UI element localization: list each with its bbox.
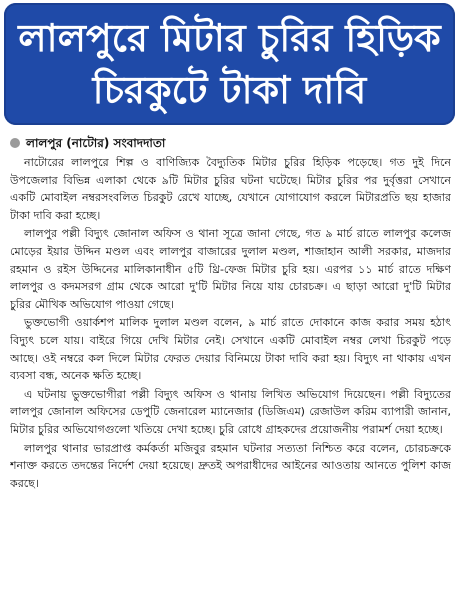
- paragraph-5: লালপুর থানার ভারপ্রাপ্ত কর্মকর্তা মজিবুর রহমান ঘটনার সত্যতা নিশ্চিত করে বলেন, চোরচক্রকে শনাক্ত করতে তদন্তের নির্দেশ দেয়া হয়েছে। দ্রুতই অপরাধীদের আইনের আওতায় আনতে পুলিশ কাজ করছে।: [10, 441, 451, 490]
- headline-line-2: চিরকুটে টাকা দাবি: [92, 68, 367, 112]
- headline-line-1: লালপুরে মিটার চুরির হিড়িক: [18, 16, 441, 60]
- headline-banner: [4, 3, 455, 125]
- byline-text: লালপুর (নাটোর) সংবাদদাতা: [26, 136, 166, 150]
- byline: [10, 134, 450, 152]
- paragraph-3: ভুক্তভোগী ওয়ার্কশপ মালিক দুলাল মণ্ডল বলেন, ৯ মার্চ রাতে দোকানে কাজ করার সময় হঠাৎ বিদ্যুৎ চলে যায়। বাইরে গিয়ে দেখি মিটার নেই। সেখানে একটি মোবাইল নম্বর লেখা চিরকুট পড়ে আছে। ওই নম্বরে কল দিলে মিটার ফেরত দেয়ার বিনিময়ে টাকা দাবি করা হয়। বিদ্যুৎ না থাকায় এখন ব্যবসা বন্ধ, অনেক ক্ষতি হচ্ছে।: [10, 316, 451, 383]
- paragraph-2: লালপুর পল্লী বিদ্যুৎ জোনাল অফিস ও থানা সূত্রে জানা গেছে, গত ৯ মার্চ রাতে লালপুর কলেজ মোড়ের ইয়ার উদ্দিন মণ্ডল এবং লালপুর বাজারের দুলাল মণ্ডল, শাজাহান আলী সরকার, মাজদার রহমান ও রইস উদ্দিনের মালিকানাধীন ৫টি থ্রি-ফেজ মিটার চুরি হয়। এরপর ১১ মার্চ রাতে দক্ষিণ লালপুর ও কদমসরগ গ্রাম থেকে আরো দু'টি মিটার নিয়ে যায় চোরচক্র। এ ছাড়া আরো দু'টি মিটার চুরির মৌখিক অভিযোগ পাওয়া গেছে।: [10, 227, 451, 311]
- bullet-icon: [10, 138, 20, 148]
- paragraph-4: এ ঘটনায় ভুক্তভোগীরা পল্লী বিদ্যুৎ অফিস ও থানায় লিখিত অভিযোগ দিয়েছেন। পল্লী বিদ্যুতের লালপুর জোনাল অফিসের ডেপুটি জেনারেল ম্যানেজার (ডিজিএম) রেজাউল করিম ব্যাপারী জানান, মিটার চুরির অভিযোগগুলো খতিয়ে দেখা হচ্ছে। চুরি রোধে গ্রাহকদের প্রয়োজনীয় পরামর্শ দেয়া হচ্ছে।: [10, 387, 451, 436]
- paragraph-1: নাটোরের লালপুরে শিল্প ও বাণিজ্যিক বৈদ্যুতিক মিটার চুরির হিড়িক পড়েছে। গত দুই দিনে উপজেলার বিভিন্ন এলাকা থেকে ৯টি মিটার চুরির ঘটনা ঘটেছে। মিটার চুরির পর দুর্বৃত্তরা সেখানে একটি মোবাইল নম্বরসংবলিত চিরকুট রেখে যাচ্ছে, যেখানে যোগাযোগ করলে মিটারপ্রতি ছয় হাজার টাকা দাবি করা হচ্ছে।: [10, 156, 451, 222]
- article-body: [10, 154, 451, 586]
